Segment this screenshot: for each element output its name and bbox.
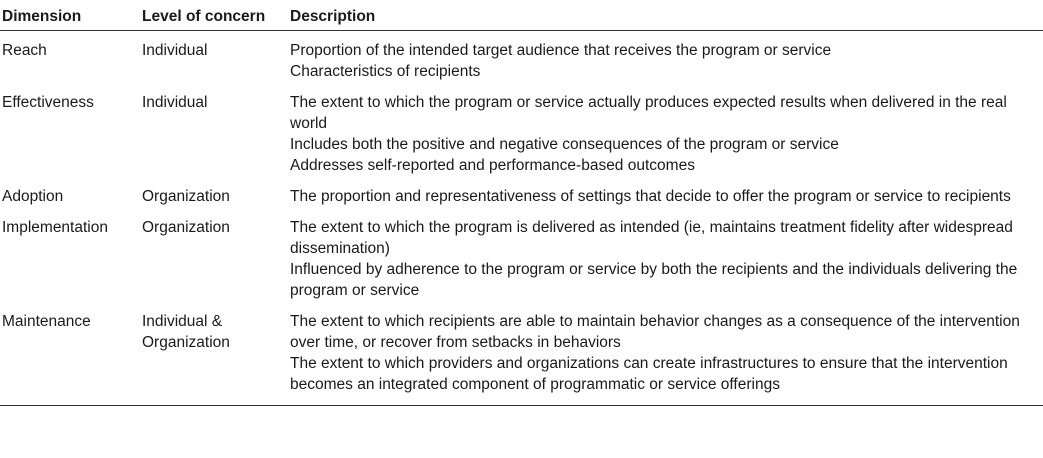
cell-level: Organization xyxy=(142,188,230,205)
cell-dimension: Maintenance xyxy=(0,301,140,406)
cell-dimension: Implementation xyxy=(2,219,108,236)
re-aim-table-container xyxy=(0,4,1043,406)
table-header xyxy=(0,4,1043,31)
cell-description xyxy=(288,176,1043,207)
table-row-reach xyxy=(0,31,1043,83)
table-row-maintenance xyxy=(0,301,1043,406)
table-row-effectiveness xyxy=(0,82,1043,176)
description-line: Influenced by adherence to the program or service by both the recipients and the individuals delivering the program or service xyxy=(290,261,1018,299)
description-line: The extent to which the program is delivered as intended (ie, maintains treatment fidelity after widespread dissemination) xyxy=(290,219,1013,257)
header-row xyxy=(0,4,1043,31)
cell-level: Individual xyxy=(142,42,208,59)
cell-dimension: Effectiveness xyxy=(2,94,94,111)
description-line: The proportion and representativeness of settings that decide to offer the program or service to recipients xyxy=(290,188,1011,205)
table-row-adoption xyxy=(0,176,1043,207)
cell-dimension: Adoption xyxy=(2,188,64,205)
description-line: Includes both the positive and negative consequences of the program or service xyxy=(290,136,839,153)
cell-level: Organization xyxy=(142,219,230,236)
re-aim-table xyxy=(0,4,1043,406)
description-line: The extent to which recipients are able to maintain behavior changes as a consequence of the intervention over time, or recover from setbacks in behaviors xyxy=(290,313,1020,351)
cell-level: Individual xyxy=(142,94,208,111)
cell-dimension: Reach xyxy=(2,42,47,59)
cell-description xyxy=(288,82,1043,176)
cell-description xyxy=(288,31,1043,83)
header-level-of-concern: Level of concern xyxy=(140,4,288,31)
table-row-implementation xyxy=(0,207,1043,301)
cell-level: Individual & Organization xyxy=(140,301,288,406)
description-line: Characteristics of recipients xyxy=(290,63,481,80)
table-body xyxy=(0,31,1043,406)
description-line: The extent to which the program or service actually produces expected results when delivered in the real world xyxy=(290,94,1007,132)
cell-description xyxy=(288,301,1043,406)
description-line: Proportion of the intended target audience that receives the program or service xyxy=(290,42,832,59)
header-dimension: Dimension xyxy=(0,4,140,31)
description-line: Addresses self-reported and performance-based outcomes xyxy=(290,157,695,174)
cell-description xyxy=(288,207,1043,301)
description-line: The extent to which providers and organizations can create infrastructures to ensure that the intervention becomes an integrated component of programmatic or service offerings xyxy=(290,355,1008,393)
header-description: Description xyxy=(288,4,1043,31)
